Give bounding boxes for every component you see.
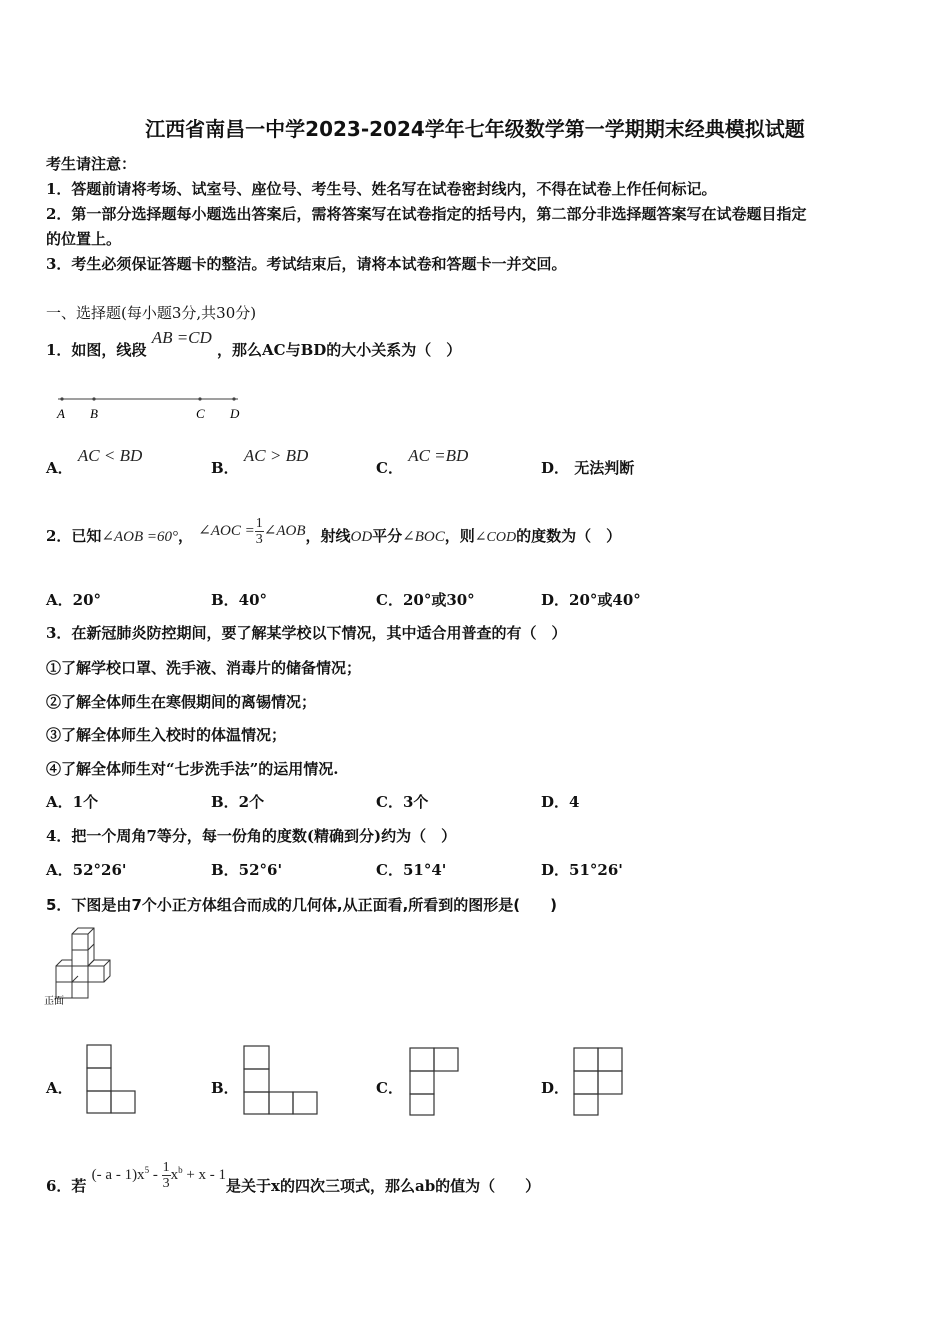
q3-item-3: ③了解全体师生入校时的体温情况； — [46, 726, 287, 744]
q4-option-c: C．51°4' — [376, 861, 447, 879]
q2-option-b: B．40° — [211, 591, 268, 609]
q3-option-a: A．1个 — [46, 793, 99, 811]
q2-text: 平分 — [372, 527, 403, 545]
q3-stem: 3．在新冠肺炎防控期间，要了解某学校以下情况，其中适合用普查的有（ ） — [46, 624, 567, 642]
q2-sep: ， — [178, 527, 194, 545]
cube-solid-figure — [44, 924, 120, 1006]
point-d — [232, 397, 235, 400]
section-heading: 一、选择题(每小题3分,共30分) — [46, 304, 257, 322]
label-c: C — [196, 406, 205, 421]
frac-num: 1 — [162, 1160, 170, 1176]
point-b — [92, 397, 95, 400]
point-a — [60, 397, 63, 400]
q1-prefix: 1．如图，线段 — [46, 341, 147, 359]
q2-option-a: A．20° — [46, 591, 102, 609]
notice-heading: 考生请注意： — [46, 155, 137, 173]
line-segment-figure — [52, 390, 252, 424]
ray-od: OD — [350, 529, 373, 545]
label-b: B — [90, 406, 98, 421]
q2-stem — [46, 518, 621, 556]
fraction-one-third — [255, 516, 264, 547]
frac-num: 1 — [255, 516, 263, 532]
option-letter: A． — [46, 459, 73, 477]
notice-item-3: 3．考生必须保证答题卡的整洁。考试结束后，请将本试卷和答题卡一并交回。 — [46, 255, 567, 273]
poly-term-1: (- a - 1)x — [91, 1167, 145, 1183]
option-math: AC < BD — [77, 446, 143, 465]
q1-stem — [46, 328, 462, 360]
q1-option-b — [211, 446, 309, 478]
q5-option-a-figure — [86, 1044, 138, 1114]
q5-option-b-figure — [243, 1045, 321, 1115]
q1-math: AB =CD — [151, 328, 212, 347]
q6-prefix: 6．若 — [46, 1177, 87, 1195]
q1-option-d — [541, 457, 634, 478]
q3-option-b: B．2个 — [211, 793, 265, 811]
q5-option-c-figure — [409, 1047, 463, 1117]
point-c — [198, 397, 201, 400]
option-letter: C． — [376, 459, 403, 477]
q2-text: ，射线 — [305, 527, 351, 545]
q5-stem: 5．下图是由7个小正方体组合而成的几何体,从正面看,所看到的图形是( ) — [46, 896, 557, 914]
q4-stem: 4．把一个周角7等分，每一份角的度数(精确到分)约为（ ） — [46, 827, 457, 845]
q2-angle-aoc-expr — [198, 516, 306, 548]
q3-item-2: ②了解全体师生在寒假期间的离锡情况； — [46, 693, 317, 711]
frac-den: 3 — [162, 1176, 170, 1192]
q2-suffix: 的度数为（ ） — [516, 527, 622, 545]
angle-cod: ∠COD — [474, 530, 517, 545]
q5-option-d-label: D． — [541, 1079, 570, 1097]
page-title: 江西省南昌一中学2023-2024学年七年级数学第一学期期末经典模拟试题 — [145, 117, 805, 141]
minus-sign: - — [149, 1167, 162, 1183]
q5-option-c-label: C． — [376, 1079, 403, 1097]
q2-option-d: D．20°或40° — [541, 591, 641, 609]
q3-item-4: ④了解全体师生对“七步洗手法”的运用情况. — [46, 760, 339, 778]
aoc-left: ∠AOC = — [198, 523, 255, 539]
option-math: AC > BD — [243, 446, 309, 465]
q1-suffix: ，那么AC与BD的大小关系为（ ） — [217, 341, 462, 359]
option-text: 无法判断 — [574, 459, 635, 477]
option-letter: B． — [211, 459, 239, 477]
frac-den: 3 — [255, 532, 263, 548]
q2-angle-aob: ∠AOB =60° — [101, 529, 179, 545]
q3-item-1: ①了解学校口罩、洗手液、消毒片的储备情况； — [46, 659, 362, 677]
angle-boc: ∠BOC — [402, 529, 445, 545]
q2-text: ，则 — [444, 527, 475, 545]
q3-option-d: D．4 — [541, 793, 580, 811]
q5-option-b-label: B． — [211, 1079, 239, 1097]
q4-option-b: B．52°6' — [211, 861, 283, 879]
q4-option-d: D．51°26' — [541, 861, 623, 879]
poly-x: x — [170, 1167, 179, 1183]
option-math: AC =BD — [408, 446, 469, 465]
exponent-b: b — [178, 1165, 183, 1175]
q5-option-a-label: A． — [46, 1079, 73, 1097]
poly-term-rest: + x - 1 — [182, 1167, 227, 1183]
q1-option-c — [376, 446, 469, 478]
option-letter: D． — [541, 459, 570, 477]
q2-prefix: 2．已知 — [46, 527, 102, 545]
notice-item-2: 2．第一部分选择题每小题选出答案后，需将答案写在试卷指定的括号内，第二部分非选择题答案写在试卷题目指定 — [46, 205, 807, 223]
q1-option-a — [46, 446, 143, 478]
aoc-right: ∠AOB — [263, 523, 306, 539]
fraction-one-third — [162, 1160, 171, 1191]
q6-stem — [46, 1162, 540, 1207]
label-d: D — [230, 406, 240, 421]
q6-polynomial — [91, 1160, 227, 1192]
q3-option-c: C．3个 — [376, 793, 429, 811]
front-view-caption: 正面 — [44, 996, 64, 1006]
label-a: A — [57, 406, 65, 421]
notice-item-2-cont: 的位置上。 — [46, 230, 122, 248]
q2-option-c: C．20°或30° — [376, 591, 475, 609]
q4-option-a: A．52°26' — [46, 861, 127, 879]
q6-suffix: 是关于x的四次三项式，那么ab的值为（ ） — [226, 1177, 541, 1195]
notice-item-1: 1．答题前请将考场、试室号、座位号、考生号、姓名写在试卷密封线内，不得在试卷上作任何标记。 — [46, 180, 717, 198]
q5-option-d-figure — [573, 1047, 627, 1117]
exponent-5: 5 — [144, 1165, 150, 1175]
